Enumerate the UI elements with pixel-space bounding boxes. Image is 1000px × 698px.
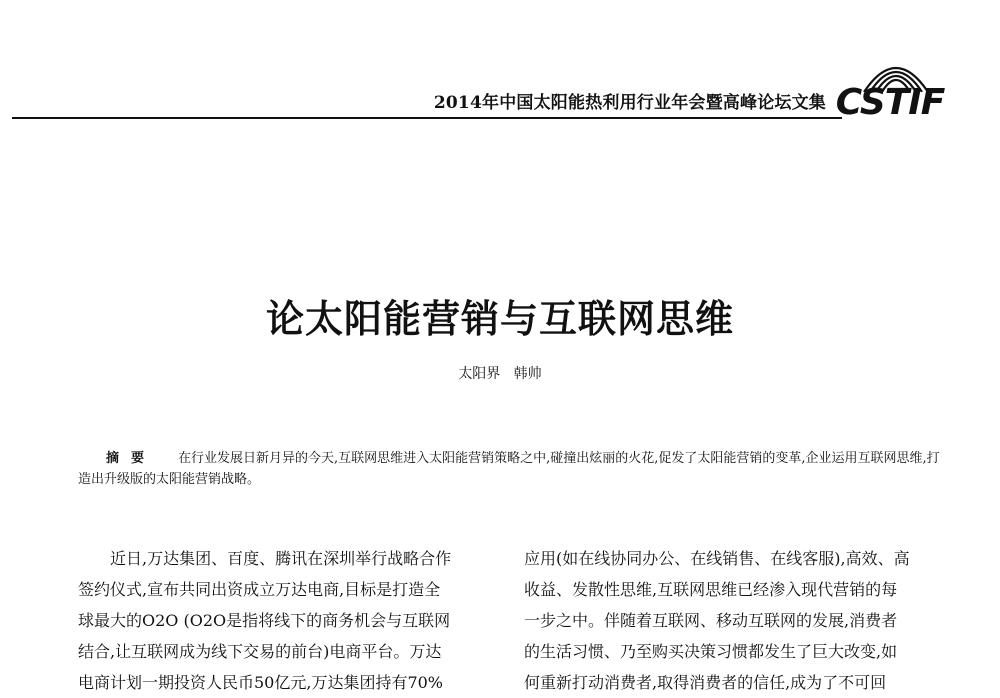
body-column-right xyxy=(524,543,940,698)
body-line: 近日,万达集团、百度、腾讯在深圳举行战略合作 xyxy=(110,549,452,568)
running-header: 2014年中国太阳能热利用行业年会暨高峰论坛文集 xyxy=(433,93,826,113)
body-line: 一步之中。伴随着互联网、移动互联网的发展,消费者 xyxy=(524,611,898,630)
body-line: 签约仪式,宣布共同出资成立万达电商,目标是打造全 xyxy=(78,580,441,599)
abstract-text: 在行业发展日新月异的今天,互联网思维进入太阳能营销策略之中,碰撞出炫丽的火花,促发了太阳能营销的变革,企业运用互联网思维,打造出升级版的太阳能营销战略。 xyxy=(78,451,940,487)
body-line: 球最大的O2O (O2O是指将线下的商务机会与互联网 xyxy=(78,611,451,630)
logo-text: CSTIF xyxy=(835,82,945,123)
body-column-left xyxy=(78,543,494,698)
body-line: 结合,让互联网成为线下交易的前台)电商平台。万达 xyxy=(78,642,442,661)
body-line: 的生活习惯、乃至购买决策习惯都发生了巨大改变,如 xyxy=(524,642,898,661)
body-line: 电商计划一期投资人民币50亿元,万达集团持有70% xyxy=(78,673,444,692)
abstract xyxy=(78,448,946,490)
body-line: 收益、发散性思维,互联网思维已经渗入现代营销的每 xyxy=(524,580,898,599)
body-line: 应用(如在线协同办公、在线销售、在线客服),高效、高 xyxy=(524,549,910,568)
cstif-logo xyxy=(834,52,946,122)
article-title: 论太阳能营销与互联网思维 xyxy=(265,296,734,341)
header-rule xyxy=(12,117,842,119)
article-authors: 太阳界 韩帅 xyxy=(458,366,542,382)
body-line: 何重新打动消费者,取得消费者的信任,成为了不可回 xyxy=(524,673,887,692)
abstract-label: 摘要 xyxy=(106,451,157,466)
